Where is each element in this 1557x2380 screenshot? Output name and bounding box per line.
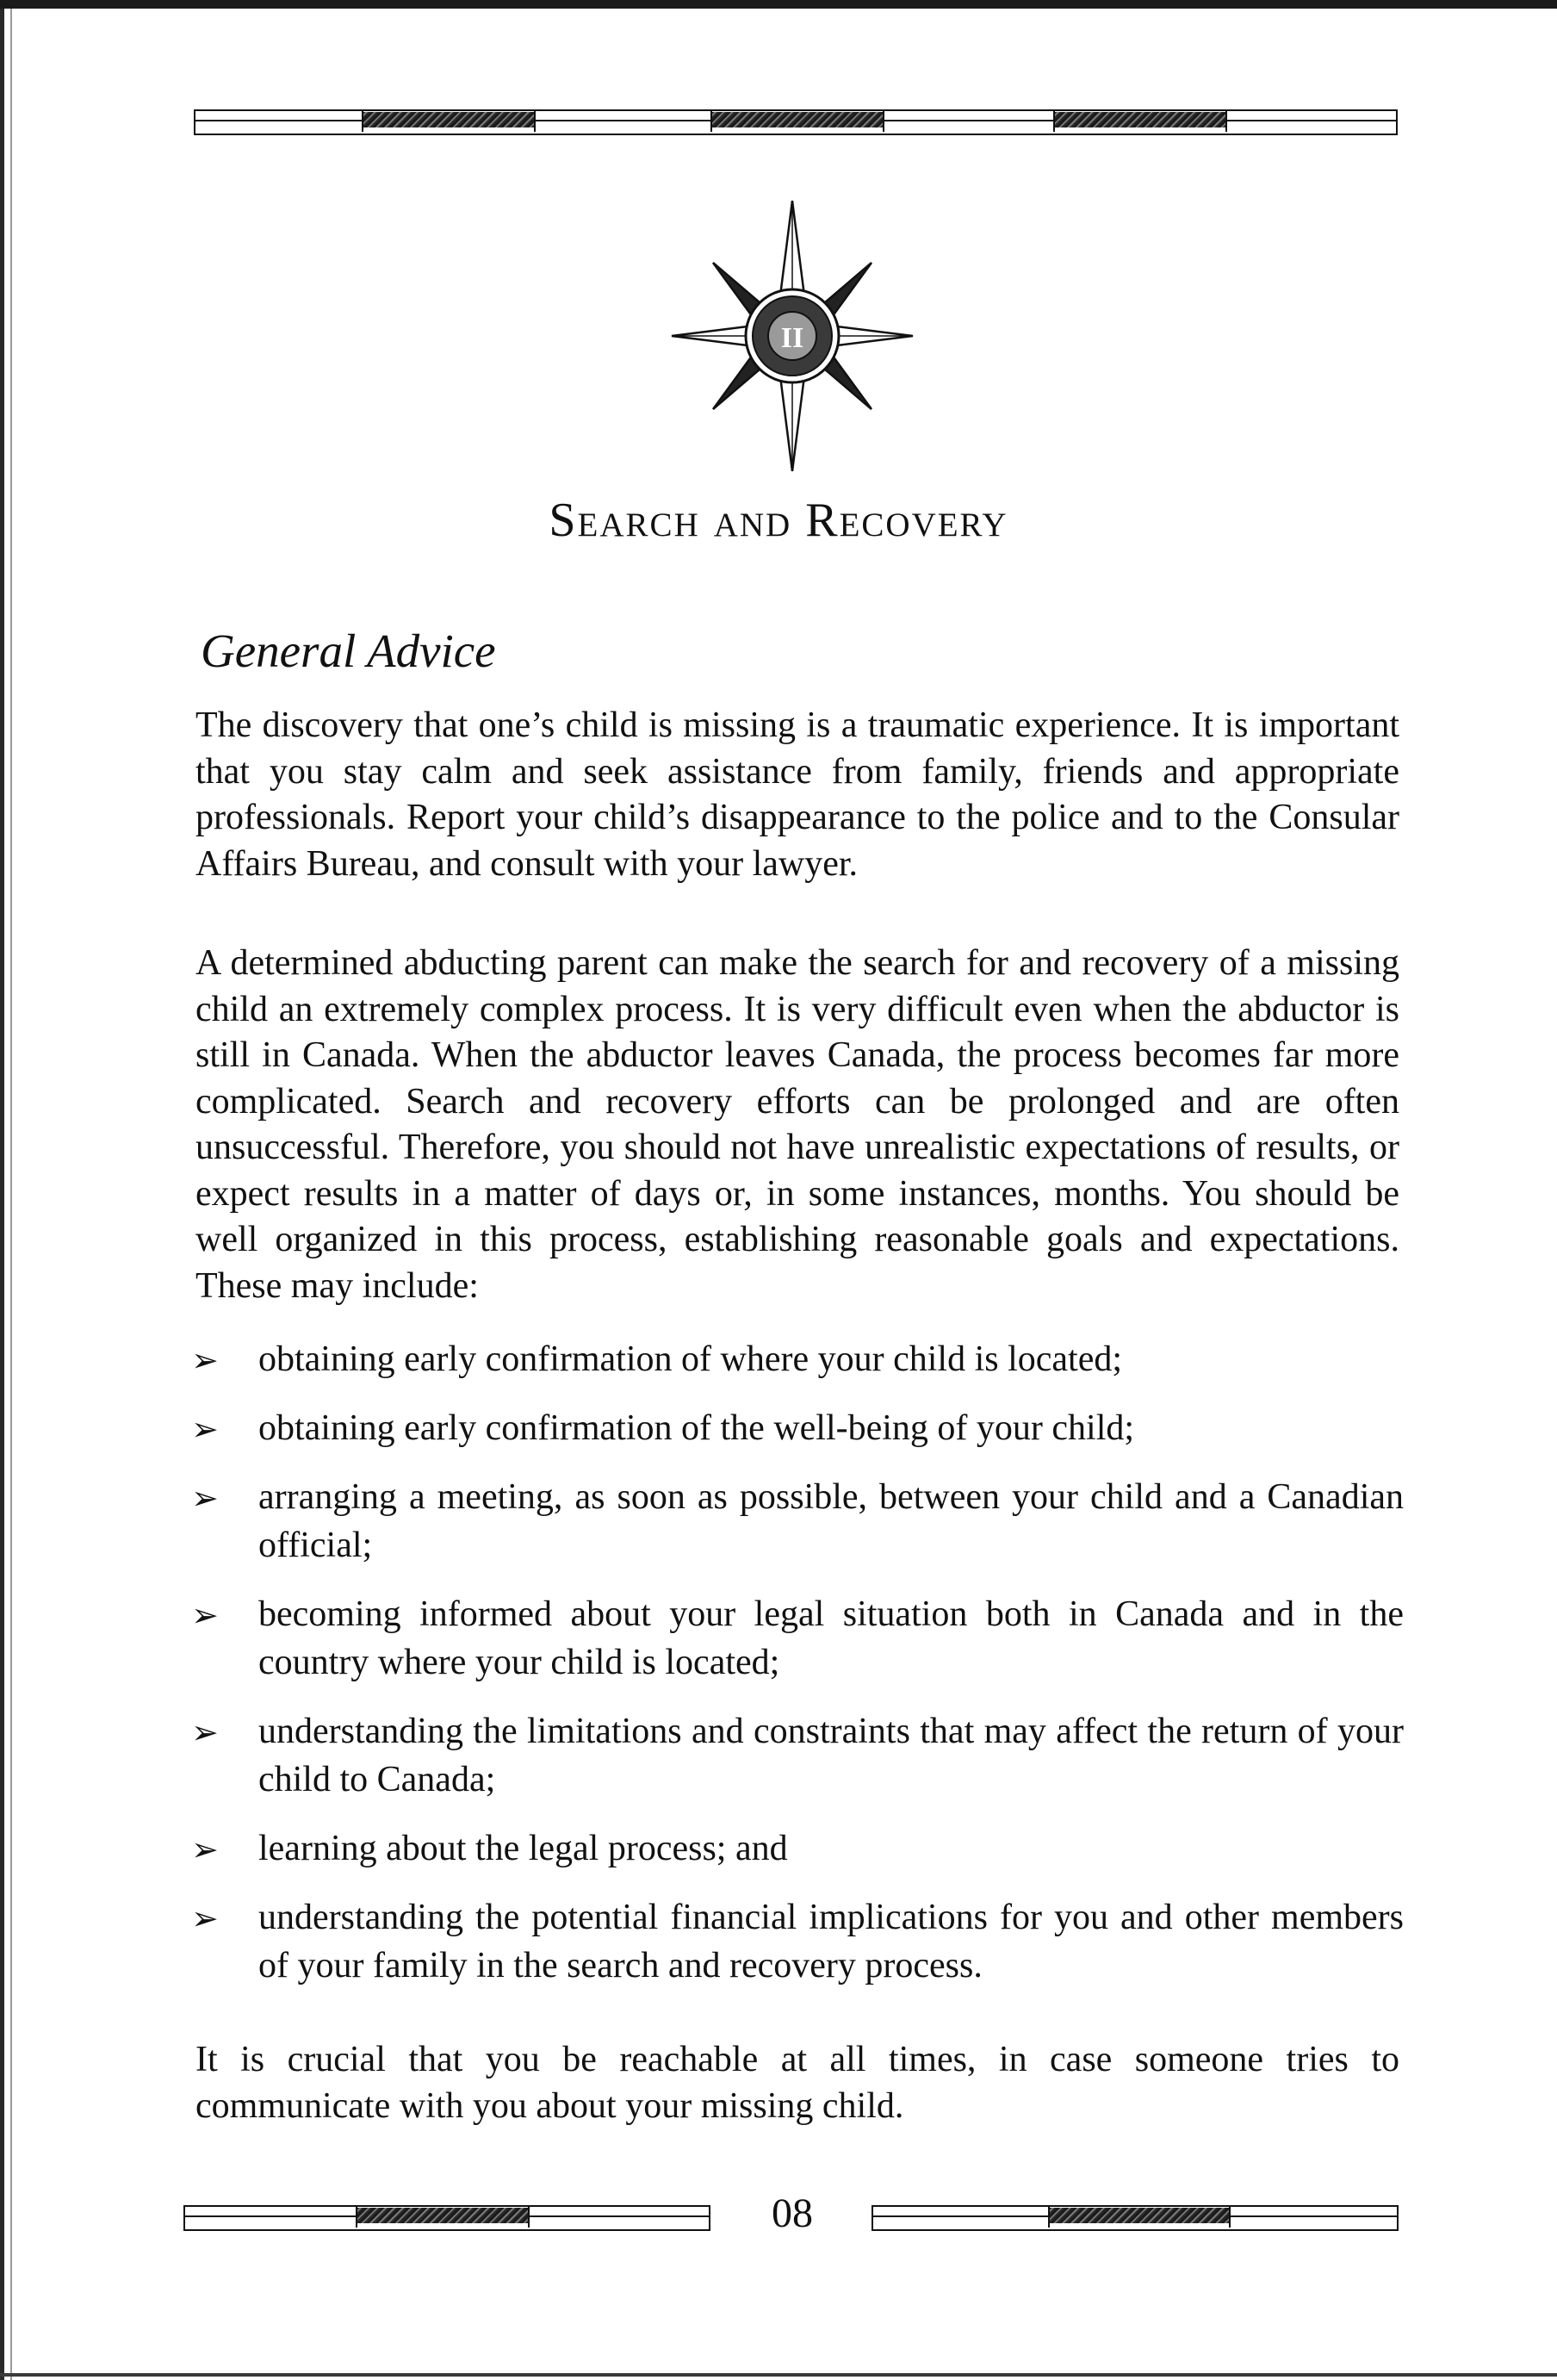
arrow-bullet-icon: ➢ xyxy=(191,1343,219,1379)
chapter-title: Search and Recovery xyxy=(549,494,1008,547)
page-edge-bottom xyxy=(0,2373,1557,2377)
list-item: ➢ obtaining early confirmation of the well-being of your child; xyxy=(191,1404,1404,1452)
arrow-bullet-icon: ➢ xyxy=(191,1481,219,1517)
page-edge-top xyxy=(0,0,1557,9)
paragraph-abduction: A determined abducting parent can make the search for and recovery of a missing child an extremely complex process. It is very difficult even when the abductor is still in Canada. When the abductor leaves Canada, the process becomes far more complicated. Search and recovery efforts can be prolonged and are often unsuccessful. Therefore, you should not have unrealistic expectations of results, or expect results in a matter of days or, in some instances, months. You should be well organized in this process, establishing reasonable goals and expectations. These may include: xyxy=(195,943,1399,1306)
chapter-numeral: II xyxy=(780,322,804,354)
paragraph-closing: It is crucial that you be reachable at all times, in case someone tries to communicate with you about your missing child. xyxy=(195,2040,1399,2126)
bottom-ornamental-rule-right xyxy=(872,2205,1399,2229)
list-item: ➢ obtaining early confirmation of where your child is located; xyxy=(191,1335,1404,1383)
list-item: ➢ arranging a meeting, as soon as possible, between your child and a Canadian official; xyxy=(191,1473,1404,1569)
arrow-bullet-icon: ➢ xyxy=(191,1598,219,1634)
rule-hatch xyxy=(356,2208,528,2223)
goals-list xyxy=(191,1335,1404,2010)
rule-hatch xyxy=(1048,2208,1229,2223)
compass-star-emblem-icon xyxy=(663,194,921,478)
top-ornamental-rule xyxy=(194,109,1398,134)
page-edge-left xyxy=(0,9,4,2380)
list-item: ➢ becoming informed about your legal situation both in Canada and in the country where your child is located; xyxy=(191,1590,1404,1687)
list-item: ➢ learning about the legal process; and xyxy=(191,1824,1404,1873)
page-edge-left-inner xyxy=(10,9,12,2380)
rule-hatch xyxy=(1053,112,1225,127)
section-heading: General Advice xyxy=(201,625,496,677)
rule-hatch xyxy=(710,112,883,127)
paragraph-intro: The discovery that one’s child is missing is a traumatic experience. It is important that you stay calm and seek assistance from family, friends and appropriate professionals. Report your child’s disappearance to the police and to the Consular Affairs Bureau, and consult with your lawyer. xyxy=(195,705,1399,884)
page-number: 08 xyxy=(772,2190,813,2236)
arrow-bullet-icon: ➢ xyxy=(191,1832,219,1868)
rule-hatch xyxy=(362,112,534,127)
arrow-bullet-icon: ➢ xyxy=(191,1901,219,1937)
arrow-bullet-icon: ➢ xyxy=(191,1412,219,1448)
arrow-bullet-icon: ➢ xyxy=(191,1715,219,1751)
list-item: ➢ understanding the potential financial implications for you and other members of your family in the search and recovery process. xyxy=(191,1893,1404,1990)
bottom-ornamental-rule-left xyxy=(183,2205,710,2229)
list-item: ➢ understanding the limitations and constraints that may affect the return of your child to Canada; xyxy=(191,1707,1404,1804)
